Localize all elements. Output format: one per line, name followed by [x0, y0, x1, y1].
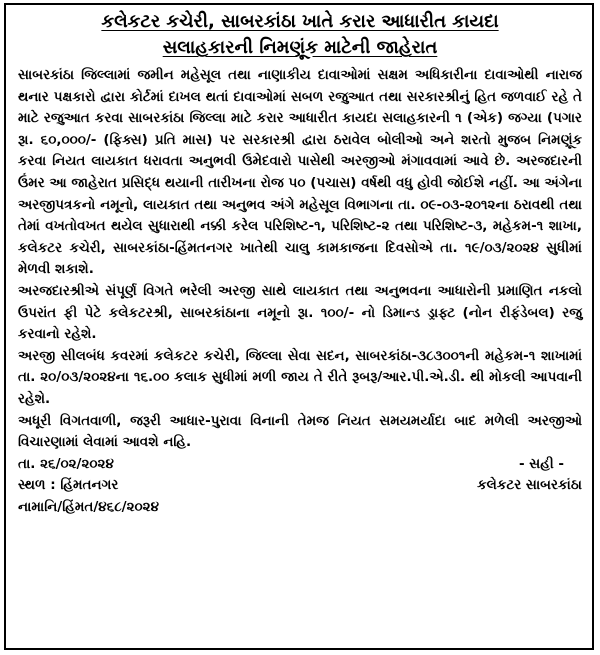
notice-date: તા. ૨૬/૦૨/૨૦૨૪ — [18, 455, 114, 472]
notice-place: સ્થળ : હિંમતનગર — [18, 477, 119, 494]
footer-row-date — [18, 454, 582, 476]
signatory-designation: કલેકટર સાબરકાંઠા — [477, 477, 582, 494]
notice-box — [4, 3, 594, 650]
paragraph-submission: અરજી સીલબંધ કવરમાં કલેકટર કચેરી, જિલ્લા સેવા સદન, સાબરકાંઠા-૩૮૩૦૦૧ની મહેકમ-૧ શાખામાં તા. ૨૦/૦૩/૨૦૨૪ના ૧૬.૦૦ કલાક સુધીમાં મળી જાય તે રીતે રૂબરૂ/આર.પી.એ.ડી. થી મોકલી આપવાની રહેશે. — [18, 347, 582, 407]
paragraph-documents-fee: અરજદારશ્રીએ સંપૂર્ણ વિગતે ભરેલી અરજી સાથે લાયકાત તથા અનુભવના આધારોની પ્રમાણિત નકલો ઉપરાંત ફી પેટે કલેકટરશ્રી, સાબરકાંઠાના નમૂનો રૂા. ૧૦૦/- નો ડિમાન્ડ ડ્રાફ્ટ (નોન રીફંડેબલ) રજુ કરવાનો રહેશે. — [18, 282, 582, 343]
paragraph-rejection: અધૂરી વિગતવાળી, જરૂરી આધાર-પુરાવા વિનાની તેમજ નિયત સમયમર્યાદા બાદ મળેલી અરજીઓ વિચારણામાં લેવામાં આવશે નહિ. — [18, 412, 582, 451]
notice-title-line1: કલેકટર કચેરી, સાબરકાંઠા ખાતે કરાર આધારીત કાયદા — [101, 11, 499, 32]
footer-row-reference — [18, 497, 582, 519]
notice-title-line2: સલાહકારની નિમણૂંક માટેની જાહેરાત — [162, 37, 438, 58]
paragraph-eligibility: સાબરકાંઠા જિલ્લામાં જમીન મહેસૂલ તથા નાણાકીય દાવાઓમાં સક્ષમ અધિકારીના દાવાઓથી નારાજ થનાર પક્ષકારો દ્વારા કોર્ટમાં દાખલ થતાં દાવાઓમાં સબળ રજુઆત તથા સરકારશ્રીનું હિત જળવાઈ રહે તે માટે રજુઆત કરવા સાબરકાંઠા જિલ્લા માટે કરાર આધારીત કાયદા સલાહકારની ૧ (એક) જગ્યા (પગાર રૂા. ૬૦,૦૦૦/- (ફિક્સ) પ્રતિ માસ) પર સરકારશ્રી દ્વારા ઠરાવેલ બોલીઓ અને શરતો મુજબ નિમણૂંક કરવા નિયત લાયકાત ધરાવતા અનુભવી ઉમેદવારો પાસેથી અરજીઓ મંગાવવામાં આવે છે. અરજદારની ઉંમર આ જાહેરાત પ્રસિદ્ધ થયાની તારીખના રોજ ૫૦ (પચાસ) વર્ષથી વધુ હોવી જોઈશે નહીં. આ અંગેના અરજીપત્રકનો નમૂનો, લાયકાત તથા અનુભવ અંગે મહેસૂલ વિભાગના તા. ૦૯-૦૩-૨૦૧૨ના ઠરાવથી તથા તેમાં વખતોવખત થયેલ સુધારાથી નક્કી કરેલ પરિશિષ્ટ-૧, પરિશિષ્ટ-૨ તથા પરિશિષ્ટ-૩, મહેકમ-૧ શાખા, કલેકટર કચેરી, સાબરકાંઠા-હિંમતનગર ખાતેથી ચાલુ કામકાજના દિવસોએ તા. ૧૯/૦૩/૨૦૨૪ સુધીમાં મેળવી શકાશે. — [18, 67, 582, 278]
signature-mark: - સહી - — [518, 455, 564, 472]
notice-reference: નામાનિ/હિંમત/૪૬૮/૨૦૨૪ — [18, 498, 159, 515]
footer-row-place — [18, 475, 582, 497]
